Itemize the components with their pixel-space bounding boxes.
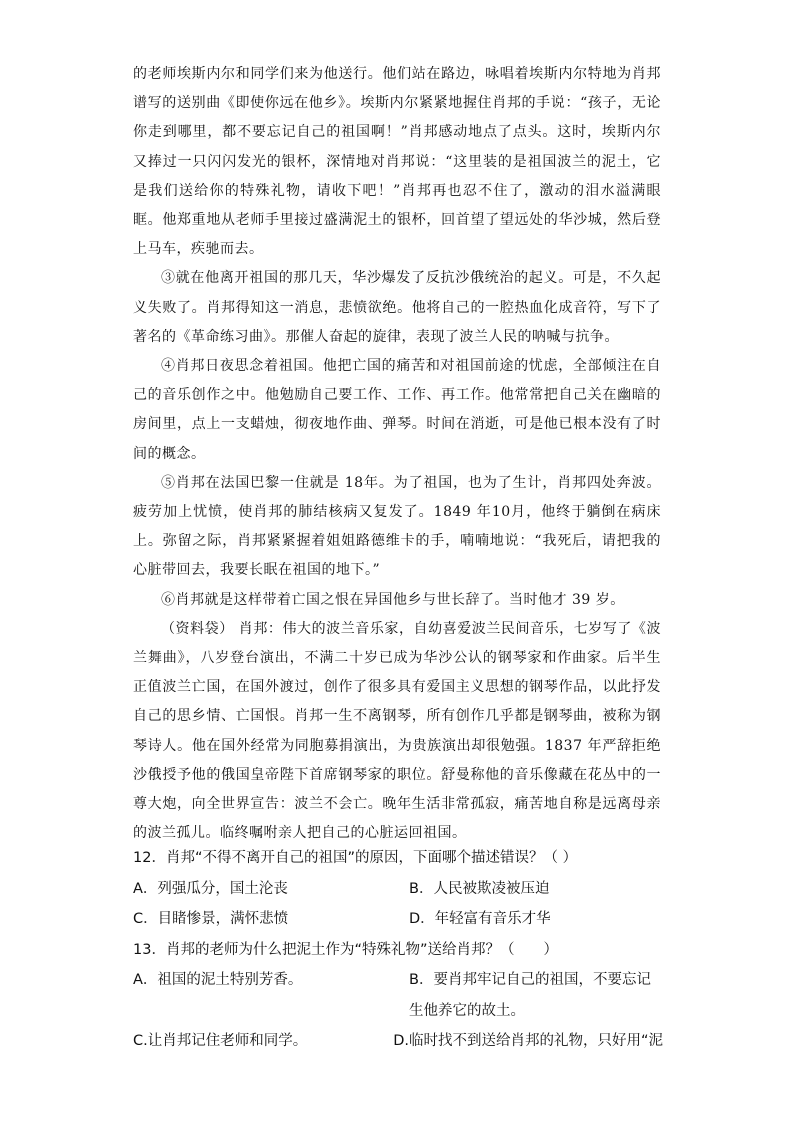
passage-paragraph-4: ④肖邦日夜思念着祖国。他把亡国的痛苦和对祖国前途的忧虑，全部倾注在自己的音乐创作之中。他勉励自己要工作、工作、再工作。他常常把自己关在幽暗的房间里，点上一支蜡烛，彻夜地作曲、弹琴。时间在消逝，可是他已根本没有了时间的概念。 [133, 358, 661, 462]
question-12-option-c[interactable]: C．目睹惨景，满怀悲愤 [133, 911, 289, 927]
question-13-option-d[interactable]: D.临时找不到送给肖邦的礼物，只好用“泥 [393, 1033, 663, 1049]
question-13-options-row-1 [133, 965, 663, 1026]
passage-paragraph-3: ③就在他离开祖国的那几天，华沙爆发了反抗沙俄统治的起义。可是，不久起义失败了。肖邦得知这一消息，悲愤欲绝。他将自己的一腔热血化成音符，写下了著名的《革命练习曲》。那催人奋起的旋律，表现了波兰人民的呐喊与抗争。 [133, 270, 661, 345]
question-section [133, 843, 663, 1057]
question-13-option-a[interactable]: A．祖国的泥土特别芳香。 [133, 972, 303, 988]
question-12-options-row-1 [133, 874, 663, 905]
question-12-stem: 12．肖邦“不得不离开自己的祖国”的原因，下面哪个描述错误？（ ） [133, 850, 578, 866]
question-13-stem: 13．肖邦的老师为什么把泥土作为“特殊礼物”送给肖邦？（ ） [133, 941, 558, 958]
question-12-option-d[interactable]: D．年轻富有音乐才华 [409, 911, 551, 927]
passage-paragraph-continued: 的老师埃斯内尔和同学们来为他送行。他们站在路边，咏唱着埃斯内尔特地为肖邦谱写的送别曲《即使你远在他乡》。埃斯内尔紧紧地握住肖邦的手说：“孩子，无论你走到哪里，都不要忘记自己的祖国啊！”肖邦感动地点了点头。这时，埃斯内尔又捧过一只闪闪发光的银杯，深情地对肖邦说：“这里装的是祖国波兰的泥土，它是我们送给你的特殊礼物，请收下吧！”肖邦再也忍不住了，激动的泪水溢满眼眶。他郑重地从老师手里接过盛满泥土的银杯，回首望了望远处的华沙城，然后登上马车，疾驰而去。 [133, 66, 661, 258]
question-13-options-row-2 [133, 1026, 663, 1057]
passage-paragraph-5: ⑤肖邦在法国巴黎一住就是 18年。为了祖国，也为了生计，肖邦四处奔波。疲劳加上忧愤，使肖邦的肺结核病又复发了。1849 年10月，他终于躺倒在病床上。弥留之际，肖邦紧紧握着姐姐路德维卡的手，喃喃地说：“我死后，请把我的心脏带回去，我要长眠在祖国的地下。” [133, 474, 661, 579]
question-12-option-a[interactable]: A．列强瓜分，国土沦丧 [133, 880, 288, 897]
question-13-option-c[interactable]: C.让肖邦记住老师和同学。 [133, 1033, 308, 1049]
passage-paragraph-6: ⑥肖邦就是这样带着亡国之恨在异国他乡与世长辞了。当时他才 39 岁。 [161, 591, 625, 608]
reading-passage [133, 60, 661, 848]
material-box-paragraph: （资料袋） 肖邦：伟大的波兰音乐家，自幼喜爱波兰民间音乐，七岁写了《波兰舞曲》，八岁登台演出，不满二十岁已成为华沙公认的钢琴家和作曲家。后半生正值波兰亡国，在国外渡过，创作了很多具有爱国主义思想的钢琴作品，以此抒发自己的思乡情、亡国恨。肖邦一生不离钢琴，所有创作几乎都是钢琴曲，被称为钢琴诗人。他在国外经常为同胞募捐演出，为贵族演出却很勉强。1837 年严辞拒绝沙俄授予他的俄国皇帝陛下首席钢琴家的职位。舒曼称他的音乐像藏在花丛中的一尊大炮，向全世界宣告：波兰不会亡。晚年生活非常孤寂，痛苦地自称是远离母亲的波兰孤儿。临终嘱咐亲人把自己的心脏运回祖国。 [133, 620, 661, 842]
question-13-option-b[interactable]: B．要肖邦牢记自己的祖国，不要忘记生他养它的故土。 [409, 972, 651, 1019]
question-12-options-row-2 [133, 904, 663, 935]
question-12-option-b[interactable]: B．人民被欺凌被压迫 [409, 880, 550, 897]
